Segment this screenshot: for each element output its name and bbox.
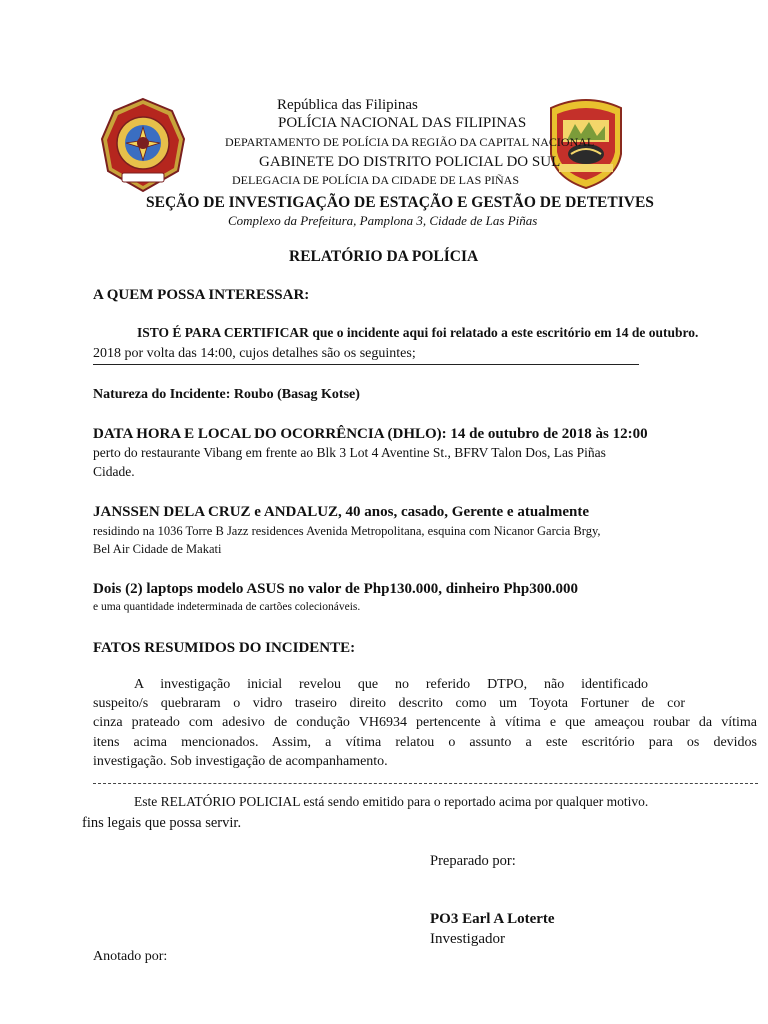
header-republic: República das Filipinas (277, 97, 418, 113)
header-district: GABINETE DO DISTRITO POLICIAL DO SUL (259, 154, 561, 170)
certify-line-2: 2018 por volta das 14:00, cujos detalhes são os seguintes; (93, 346, 416, 361)
incident-nature: Natureza do Incidente: Roubo (Basag Kotse) (93, 387, 360, 402)
header-ncrpo: DEPARTAMENTO DE POLÍCIA DA REGIÃO DA CAPITAL NACIONAL (225, 135, 595, 149)
header-station: DELEGACIA DE POLÍCIA DA CIDADE DE LAS PIÑAS (232, 173, 519, 187)
prepared-label: Preparado por: (430, 853, 516, 869)
header-section: SEÇÃO DE INVESTIGAÇÃO DE ESTAÇÃO E GESTÃO DE DETETIVES (146, 194, 654, 211)
header-pnp: POLÍCIA NACIONAL DAS FILIPINAS (278, 115, 527, 131)
salutation: A QUEM POSSA INTERESSAR: (93, 287, 310, 303)
report-title: RELATÓRIO DA POLÍCIA (289, 248, 479, 265)
items-heading: Dois (2) laptops modelo ASUS no valor de Php130.000, dinheiro Php300.000 (93, 581, 578, 597)
facts-line-4: itens acima mencionados. Assim, a vítima relatou o assunto a este escritório para os devidos (93, 735, 757, 750)
header-address: Complexo da Prefeitura, Pamplona 3, Cidade de Las Piñas (228, 213, 538, 228)
dhlo-line-1: perto do restaurante Vibang em frente ao Blk 3 Lot 4 Aventine St., BFRV Talon Dos, Las Piñas (93, 445, 606, 460)
pnp-seal-logo (100, 97, 186, 193)
facts-line-1: A investigação inicial revelou que no referido DTPO, não identificado (134, 677, 648, 692)
issued-line-2: fins legais que possa servir. (82, 815, 242, 831)
dashed-separator (93, 783, 758, 784)
preparer-name: PO3 Earl A Loterte (430, 911, 555, 927)
victim-line-1: residindo na 1036 Torre B Jazz residences Avenida Metropolitana, esquina com Nicanor Garcia Brgy, (93, 524, 601, 538)
certify-rest: que o incidente aqui foi relatado a este escritório em 14 de outubro. (308, 325, 699, 340)
noted-label: Anotado por: (93, 949, 168, 964)
facts-line-5: investigação. Sob investigação de acompanhamento. (93, 754, 388, 769)
facts-heading: FATOS RESUMIDOS DO INCIDENTE: (93, 640, 356, 656)
certify-bold: ISTO É PARA CERTIFICAR (137, 325, 309, 340)
facts-line-2: suspeito/s quebraram o vidro traseiro direito descrito como um Toyota Fortuner de cor (93, 696, 685, 711)
certify-underline (93, 364, 639, 365)
certify-line-1 (137, 325, 698, 341)
preparer-role: Investigador (430, 931, 505, 947)
victim-heading: JANSSEN DELA CRUZ e ANDALUZ, 40 anos, casado, Gerente e atualmente (93, 504, 589, 520)
dhlo-heading: DATA HORA E LOCAL DO OCORRÊNCIA (DHLO): 14 de outubro de 2018 às 12:00 (93, 426, 648, 442)
dhlo-line-2: Cidade. (93, 464, 135, 479)
facts-line-3: cinza prateado com adesivo de condução VH6934 pertencente à vítima e que ameaçou roubar da vítima (93, 715, 757, 730)
issued-line-1: Este RELATÓRIO POLICIAL está sendo emitido para o reportado acima por qualquer motivo. (134, 794, 649, 809)
items-line-1: e uma quantidade indeterminada de cartões colecionáveis. (93, 601, 361, 613)
victim-line-2: Bel Air Cidade de Makati (93, 542, 222, 556)
